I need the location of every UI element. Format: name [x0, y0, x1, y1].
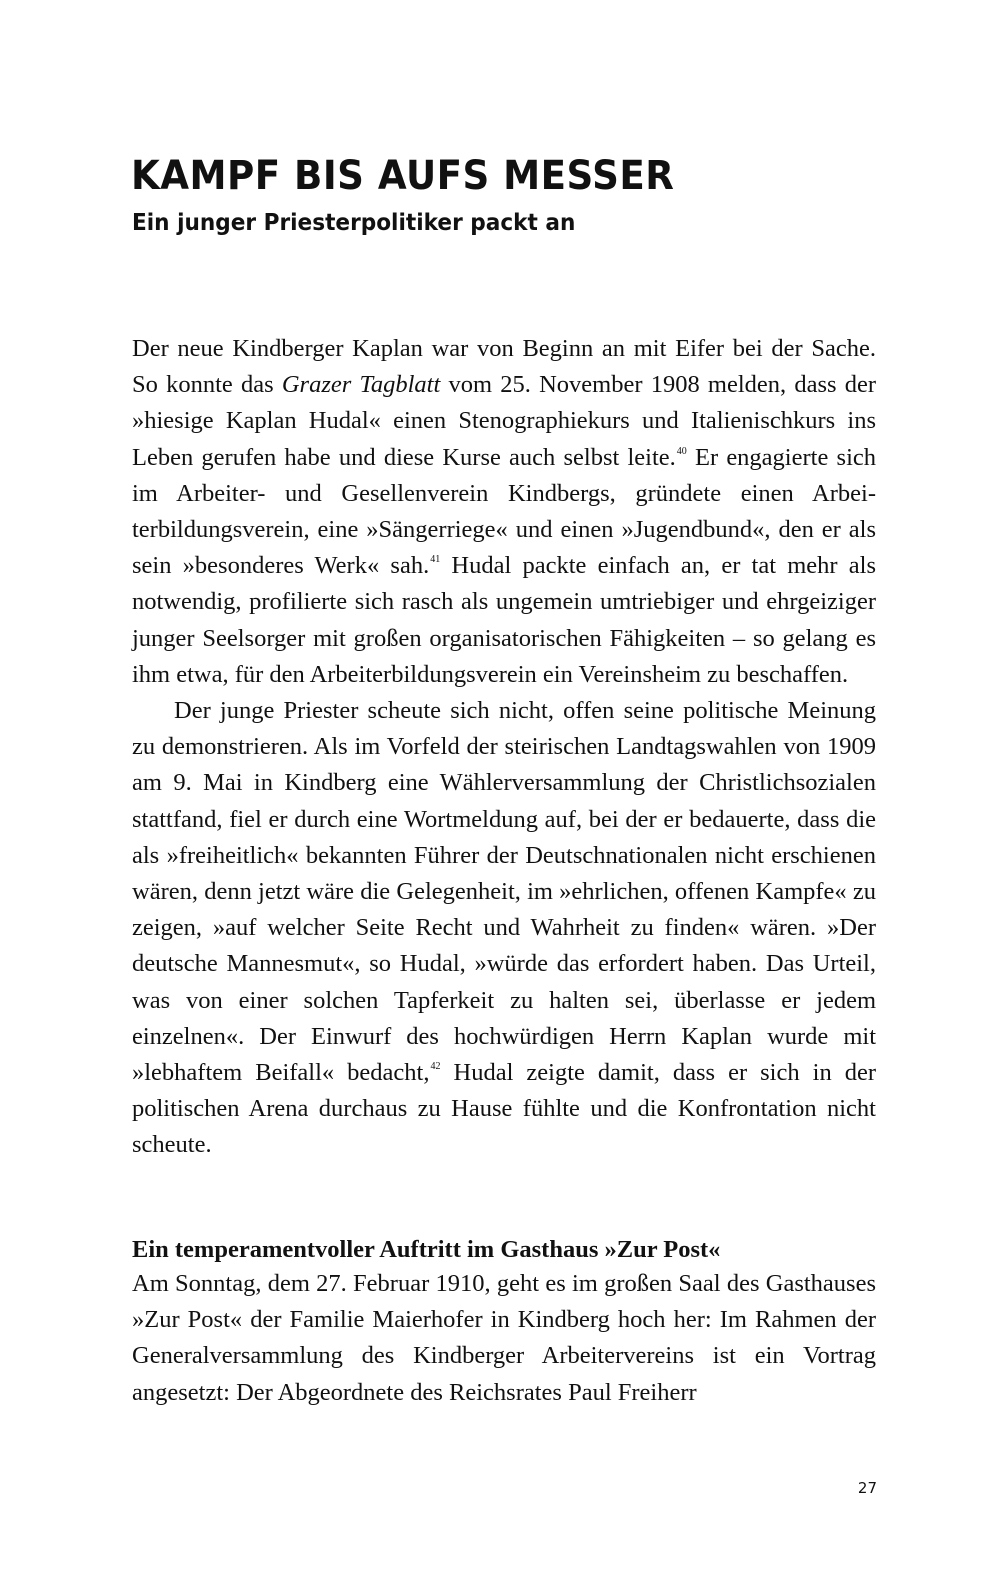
text-run: Der junge Priester scheute sich nicht, offen seine politische Meinung zu demonstrieren. Als im Vorfeld der steirischen Landtagswahlen von 1909 am 9. Mai in Kindberg eine Wählerversammlung der Christlichsozialen stattfand, fiel er durch eine Wortmeldung auf, bei der er bedauerte, dass die als »freiheitlich« bekannten Führer der Deutschnationalen nicht erschienen wären, denn jetzt wäre die Gelegenheit, im »ehrlichen, offenen Kampfe« zu zeigen, »auf welcher Seite Recht und Wahrheit zu finden« wären. »Der deutsche Mannesmut«, so Hudal, »würde das erfordert haben. Das Urteil, was von einer solchen Tapferkeit zu halten sei, überlasse er jedem einzelnen«. Der Einwurf des hochwürdigen Herrn Kaplan wurde mit »lebhaftem Beifall« bedacht,: [132, 697, 876, 1087]
paragraph-2: [132, 693, 876, 1164]
footnote-marker: 40: [676, 445, 687, 457]
text-run: Hudal zeigte damit, dass er sich in der politischen Arena durchaus zu Hause fühlte und die Konfrontation nicht scheute.: [132, 1059, 876, 1159]
body-text: [132, 331, 876, 1164]
text-run: Hudal packte einfach an, er tat mehr als notwendig, profilierte sich rasch als ungemein umtriebiger und ehrgeiziger junger Seelsorger mit großen organisatorischen Fähigkeiten – so gelang es ihm etwa, für den Arbeiterbildungsverein ein Vereinsheim zu beschaffen.: [132, 552, 877, 688]
chapter-title: KAMPF BIS AUFS MESSER: [131, 153, 675, 199]
section-body-text: [132, 1266, 876, 1411]
footnote-marker: 42: [430, 1061, 441, 1073]
paragraph-3: Am Sonntag, dem 27. Februar 1910, geht es im großen Saal des Gasthauses »Zur Post« der Familie Maierhofer in Kindberg hoch her: Im Rahmen der Generalversammlung des Kindberger Arbeitervereins ist ein Vortrag angesetzt: Der Abgeordnete des Reichsrates Paul Freiherr: [132, 1270, 876, 1406]
text-run: Er engagierte sich im Arbeiter- und Gesellenverein Kindbergs, gründete einen Arbeiterbildungsverein, eine »Sängerriege« und einen »Jugendbund«, den er als sein »besonderes Werk« sah.: [132, 443, 876, 580]
page-number: 27: [857, 1479, 877, 1497]
footnote-marker: 41: [430, 554, 441, 566]
paragraph-1: [132, 331, 876, 693]
newspaper-title: Grazer Tagblatt: [281, 371, 441, 399]
section-heading: Ein temperamentvoller Auftritt im Gasthaus »Zur Post«: [132, 1236, 721, 1263]
text-run: vom 25. November 1908 melden, dass der »hiesige Kaplan Hudal« einen Stenographiekurs und Italienischkurs ins Leben gerufen habe und diese Kurse auch selbst leite.: [132, 371, 877, 471]
chapter-subtitle: Ein junger Priesterpolitiker packt an: [132, 210, 576, 236]
text-run: Der neue Kindberger Kaplan war von Beginn an mit Eifer bei der Sache. So konnte das: [132, 335, 876, 399]
